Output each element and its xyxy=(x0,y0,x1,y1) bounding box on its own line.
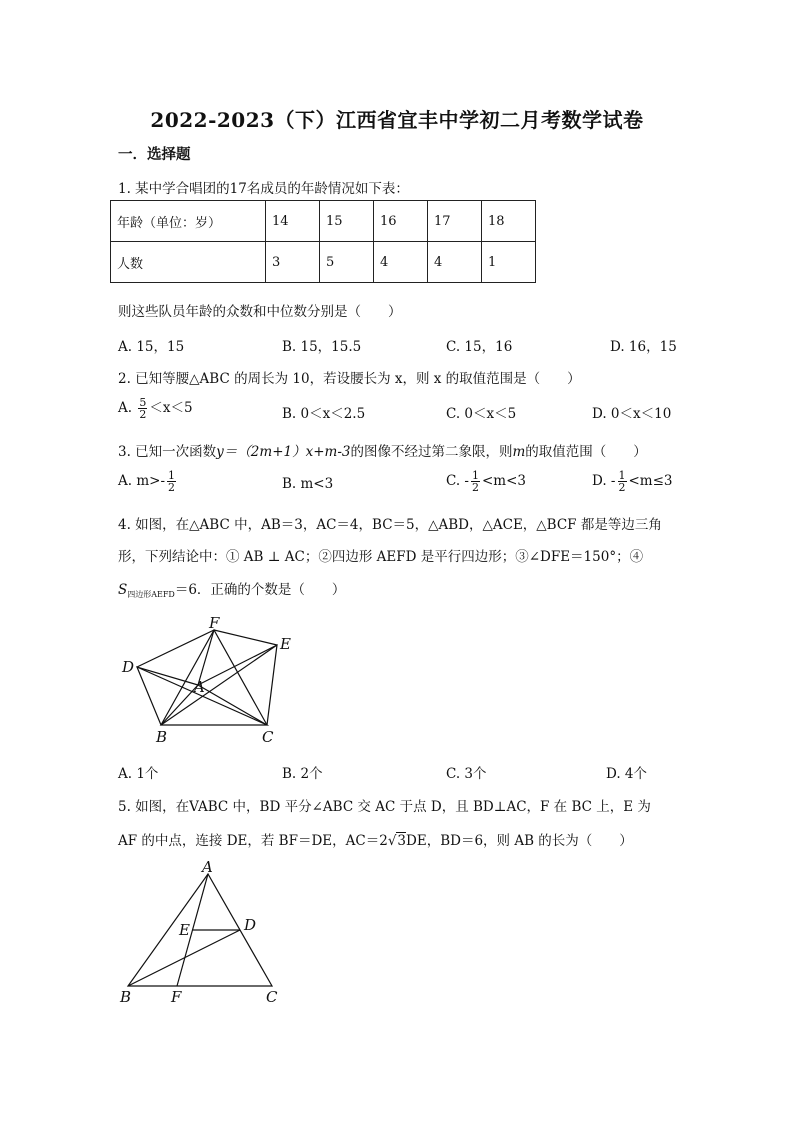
table-cell: 3 xyxy=(266,242,320,283)
q5-line-1: 5. 如图，在VABC 中，BD 平分∠ABC 交 AC 于点 D，且 BD⊥AC，F 在 BC 上，E 为 xyxy=(118,799,651,815)
table-cell: 17 xyxy=(428,201,482,242)
q1-option-d: D. 16，15 xyxy=(610,339,677,355)
fraction-numerator: 1 xyxy=(618,469,626,482)
q3-option-c-rest: <m<3 xyxy=(482,473,527,489)
q3-option-d-prefix: D. - xyxy=(592,473,616,489)
triangle-ace xyxy=(198,645,277,725)
table-cell: 4 xyxy=(374,242,428,283)
point-label-e: E xyxy=(280,635,291,653)
q3-option-d xyxy=(592,470,673,493)
fraction-denominator: 2 xyxy=(139,408,147,421)
fraction-numerator: 5 xyxy=(139,396,147,409)
q3-option-d-rest: <m≤3 xyxy=(628,473,673,489)
table-cell: 4 xyxy=(428,242,482,283)
table-row xyxy=(111,242,536,283)
sqrt-radicand: 3 xyxy=(397,833,407,849)
q2-option-d: D. 0＜x＜10 xyxy=(592,406,672,422)
table-cell: 16 xyxy=(374,201,428,242)
q5-figure xyxy=(112,858,292,1008)
fraction xyxy=(471,470,480,493)
fraction xyxy=(618,470,627,493)
q3-stem-text: 的取值范围（ ） xyxy=(525,444,647,460)
q3-option-c xyxy=(446,470,526,493)
point-label-c: C xyxy=(262,728,274,746)
fraction-denominator: 2 xyxy=(168,481,176,494)
q4-line-3 xyxy=(118,578,345,600)
table-cell: 1 xyxy=(482,242,536,283)
sqrt-symbol: √ xyxy=(387,833,397,849)
fraction-denominator: 2 xyxy=(472,481,479,494)
q1-option-c: C. 15，16 xyxy=(446,339,513,355)
q1-option-b: B. 15，15.5 xyxy=(282,339,362,355)
q4-option-d: D. 4个 xyxy=(606,766,648,782)
table-cell: 18 xyxy=(482,201,536,242)
q4-line-3-rest: ＝6．正确的个数是（ ） xyxy=(174,582,346,598)
q1-option-a: A. 15，15 xyxy=(118,339,185,355)
q3-stem-text: 3. 已知一次函数 xyxy=(118,444,217,460)
point-label-d: D xyxy=(244,916,257,934)
point-label-e: E xyxy=(179,921,190,939)
q3-function: y＝（2m+1）x+m-3 xyxy=(216,444,351,460)
q4-figure xyxy=(110,610,310,750)
q1-stem: 1. 某中学合唱团的17名成员的年龄情况如下表： xyxy=(118,181,409,197)
section-heading: 一．选择题 xyxy=(118,146,191,163)
age-table xyxy=(110,200,536,283)
fraction xyxy=(138,397,147,420)
table-header-cell: 人数 xyxy=(111,242,266,283)
table-cell: 15 xyxy=(320,201,374,242)
segment-fe xyxy=(214,630,277,645)
point-label-f: F xyxy=(171,988,182,1006)
fraction-numerator: 1 xyxy=(168,469,176,482)
q3-option-c-prefix: C. - xyxy=(446,473,469,489)
q5-line-2 xyxy=(118,829,633,849)
q3-option-a-prefix: A. m>- xyxy=(118,473,166,489)
q2-option-c: C. 0＜x＜5 xyxy=(446,406,517,422)
q4-option-c: C. 3个 xyxy=(446,766,487,782)
q3-stem-text: 的图像不经过第二象限，则 xyxy=(350,444,513,460)
q2-option-a-prefix: A. xyxy=(118,400,133,416)
point-label-b: B xyxy=(120,988,132,1006)
area-symbol: S xyxy=(118,582,128,598)
segment-df xyxy=(137,630,214,667)
area-subscript: 四边形AEFD xyxy=(127,590,175,599)
fraction-denominator: 2 xyxy=(618,481,626,494)
point-label-d: D xyxy=(122,658,135,676)
fraction xyxy=(167,470,176,493)
point-label-a: A xyxy=(194,678,205,696)
point-label-a: A xyxy=(202,858,213,876)
q2-option-a-rest: ＜x＜5 xyxy=(149,400,193,416)
q2-stem: 2. 已知等腰△ABC 的周长为 10，若设腰长为 x，则 x 的取值范围是（ ） xyxy=(118,371,581,387)
q5-line-2-text: AF 的中点，连接 DE，若 BF＝DE，AC＝2 xyxy=(118,833,388,849)
q4-figure-lines xyxy=(137,630,277,725)
q3-option-a xyxy=(118,470,178,493)
page-title: 2022-2023（下）江西省宜丰中学初二月考数学试卷 xyxy=(150,108,644,132)
q2-option-a xyxy=(118,396,193,420)
point-label-b: B xyxy=(156,728,168,746)
q4-option-b: B. 2个 xyxy=(282,766,323,782)
q4-line-1: 4. 如图，在△ABC 中，AB＝3，AC＝4，BC＝5，△ABD，△ACE，△BCF 都是等边三角 xyxy=(118,517,662,533)
q3-stem xyxy=(118,440,647,460)
q3-variable: m xyxy=(512,444,526,460)
triangle-abc xyxy=(161,685,267,725)
q3-option-b: B. m<3 xyxy=(282,476,334,492)
table-cell: 5 xyxy=(320,242,374,283)
q4-option-a: A. 1个 xyxy=(118,766,159,782)
table-header-cell: 年龄（单位：岁） xyxy=(111,201,266,242)
table-cell: 14 xyxy=(266,201,320,242)
segment-af xyxy=(198,630,214,685)
point-label-c: C xyxy=(266,988,278,1006)
table-row xyxy=(111,201,536,242)
q1-question: 则这些队员年龄的众数和中位数分别是（ ） xyxy=(118,304,402,320)
q2-option-b: B. 0＜x＜2.5 xyxy=(282,406,366,422)
point-label-f: F xyxy=(209,614,220,632)
q5-line-2-rest: DE，BD＝6，则 AB 的长为（ ） xyxy=(406,833,633,849)
q4-line-2: 形，下列结论中：① AB ⊥ AC；②四边形 AEFD 是平行四边形；③∠DFE＝150°；④ xyxy=(118,549,644,565)
fraction-numerator: 1 xyxy=(472,469,479,482)
